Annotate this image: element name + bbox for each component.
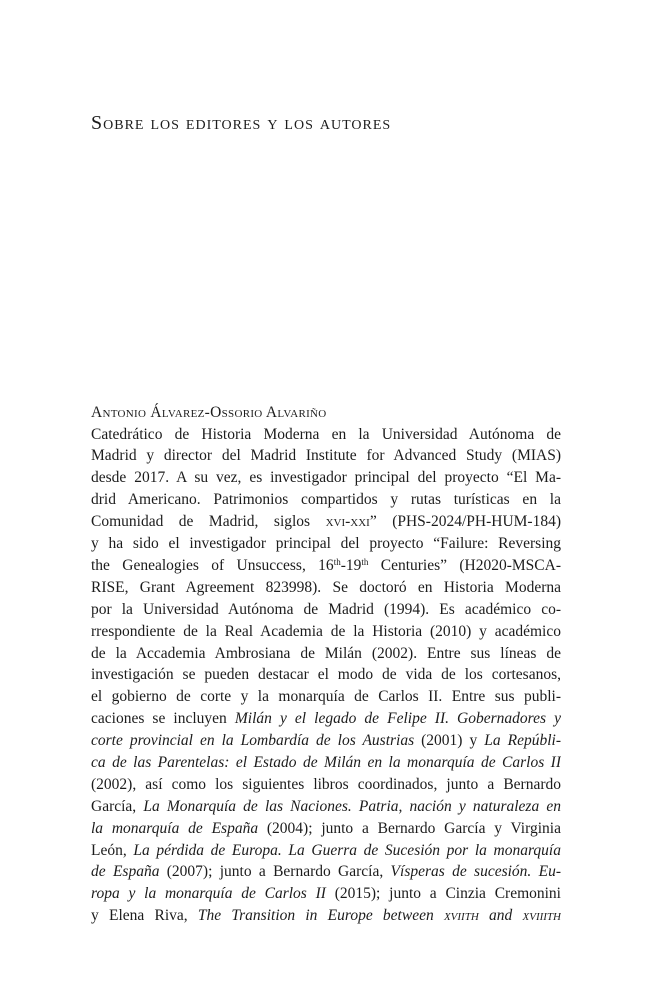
bio-text: La pérdida de Europa. La Guerra de Sucesión por la monarquía [133,841,561,859]
bio-text: y Elena Riva, [91,907,198,925]
bio-text: drid Americano. Patrimonios compartidos y rutas turísticas en la [91,491,561,509]
bio-text: xviiith [522,907,561,925]
author-entry [91,402,561,927]
bio-text: ca de las Parentelas: el Estado de Milán en la monarquía de Carlos II [91,753,561,771]
bio-text: de la Accademia Ambrosiana de Milán (2002). Entre sus líneas de [91,644,561,662]
bio-line [91,621,561,643]
author-bio [91,424,561,927]
bio-text: (2004); junto a Bernardo García y Virginia [258,819,561,837]
bio-line [91,752,561,774]
bio-text: Comunidad de Madrid, siglos [91,513,326,531]
bio-text: rrespondiente de la Real Academia de la Historia (2010) y académico [91,622,561,640]
bio-text: desde 2017. A su vez, es investigador principal del proyecto “El Ma- [91,469,561,487]
bio-text: th [333,556,341,567]
bio-line [91,708,561,730]
bio-line [91,533,561,555]
bio-text: la monarquía de España [91,819,259,837]
bio-text: de España [91,863,160,881]
bio-line [91,840,561,862]
bio-text: xvi-xxi [325,513,370,531]
bio-text: Vísperas de sucesión. Eu- [390,863,561,881]
bio-text: y ha sido el investigador principal del proyecto “Failure: Reversing [91,535,561,553]
bio-line [91,599,561,621]
bio-text: (2001) y [414,732,485,750]
bio-line [91,445,561,467]
bio-text: García, [91,797,144,815]
bio-text: (2007); junto a Bernardo García, [159,863,391,881]
bio-line [91,664,561,686]
bio-line [91,577,561,599]
bio-line [91,818,561,840]
bio-text: Madrid y director del Madrid Institute for Advanced Study (MIAS) [91,447,561,465]
bio-text: the Genealogies of Unsuccess, 16 [91,556,334,574]
bio-text: Centuries” (H2020-MSCA- [368,556,561,574]
bio-text: Catedrático de Historia Moderna en la Universidad Autónoma de [91,425,561,443]
bio-text: ropa y la monarquía de Carlos II [91,885,326,903]
bio-line [91,555,561,577]
bio-text: RISE, Grant Agreement 823998). Se doctoró en Historia Moderna [91,578,561,596]
bio-text: por la Universidad Autónoma de Madrid (1994). Es académico co- [91,600,561,618]
bio-text: el gobierno de corte y la monarquía de Carlos II. Entre sus publi- [91,688,561,706]
bio-text: La Repúbli- [484,732,561,750]
bio-line [91,883,561,905]
bio-line [91,511,561,533]
bio-text: -19 [340,556,362,574]
bio-line [91,774,561,796]
bio-line [91,467,561,489]
author-name: Antonio Álvarez-Ossorio Alvariño [91,404,327,421]
bio-line [91,686,561,708]
bio-line [91,905,561,927]
bio-line [91,489,561,511]
bio-text: ” (PHS-2024/PH-HUM-184) [369,513,561,531]
bio-text: th [361,556,369,567]
bio-line [91,643,561,665]
bio-line [91,730,561,752]
bio-text: and [478,907,523,925]
bio-text: León, [91,841,134,859]
section-title: Sobre los editores y los autores [91,112,392,134]
bio-text: investigación se pueden destacar el modo de vida de los cortesanos, [91,666,561,684]
bio-text: (2002), así como los siguientes libros coordinados, junto a Bernardo [91,775,561,793]
bio-text: corte provincial en la Lombardía de los Austrias [91,732,415,750]
bio-text: The Transition in Europe between [197,907,444,925]
bio-text: La Monarquía de las Naciones. Patria, nación y naturaleza en [143,797,561,815]
bio-text: caciones se incluyen [91,710,235,728]
bio-line [91,861,561,883]
bio-text: Milán y el legado de Felipe II. Gobernadores y [234,710,561,728]
bio-line [91,796,561,818]
bio-text: xviith [443,907,479,925]
bio-line [91,424,561,446]
bio-text: (2015); junto a Cinzia Cremonini [325,885,561,903]
